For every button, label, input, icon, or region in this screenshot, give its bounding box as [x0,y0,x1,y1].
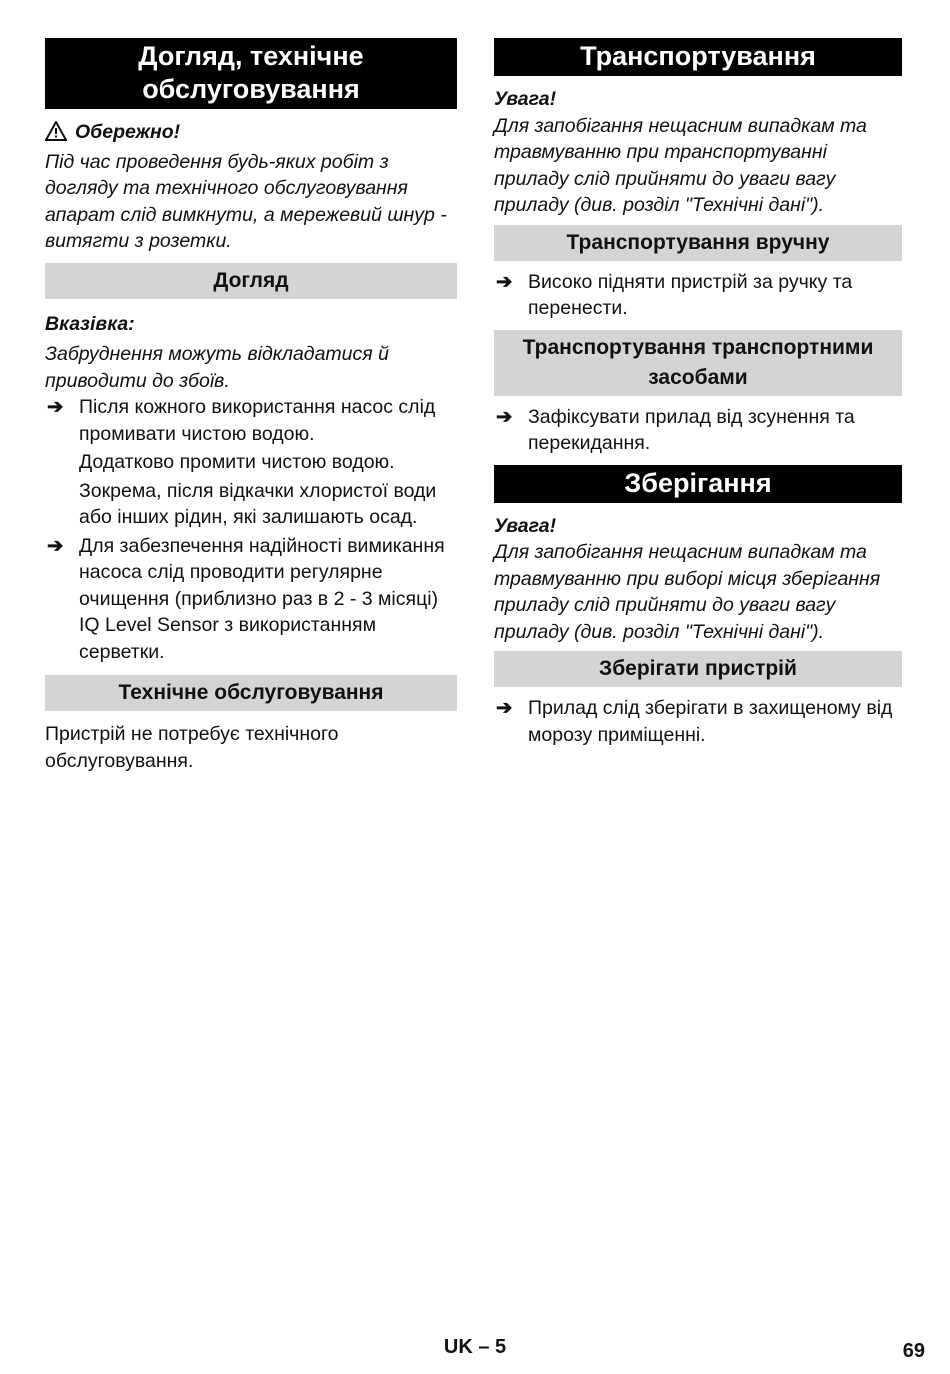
list-item [45,394,457,447]
note-text: Забруднення можуть відкладатися й приводити до збоїв. [45,343,389,392]
bullet-text: Після кожного використання насос слід промивати чистою водою. [79,396,436,445]
note-label: Вказівка: [45,312,135,335]
arrow-right-icon: ➔ [47,534,64,557]
bullet-text: Високо підняти пристрій за ручку та перенести. [528,270,853,319]
maintenance-text: Пристрій не потребує технічного обслуговування. [45,723,339,772]
list-item [494,404,902,457]
caution-label: Обережно! [75,121,181,143]
attention-label: Увага! [494,88,557,110]
list-item [494,695,902,748]
section-heading-storage: Зберігання [494,465,902,503]
list-item [494,269,902,322]
bullet-text: Зафіксувати прилад від зсунення та перекидання. [528,405,855,454]
bullet-extra-text: Додатково промити чистою водою. [79,451,395,473]
arrow-right-icon: ➔ [496,405,513,428]
subheading-care: Догляд [45,263,457,299]
caution-text: Під час проведення будь-яких робіт з догляду та технічного обслуговування апарат слід вимкнути, а мережевий шнур - витягти з розетки. [45,150,447,252]
attention-text: Для запобігання нещасним випадкам та травмуванню при транспортуванні приладу слід прийняти до уваги вагу приладу (див. розділ "Технічні дані"). [494,114,867,216]
left-column [45,38,457,774]
warning-triangle-icon [45,121,67,149]
subheading-manual-transport: Транспортування вручну [494,225,902,261]
bullet-extra-text: Зокрема, після відкачки хлористої води або інших рідин, які залишають осад. [79,479,437,528]
subheading-maintenance: Технічне обслуговування [45,675,457,711]
footer-section-label: UK – 5 [443,1336,507,1358]
arrow-right-icon: ➔ [496,270,513,293]
section-heading-care-maintenance: Догляд, технічне обслуговування [45,38,457,109]
subheading-store-device: Зберігати пристрій [494,651,902,687]
section-heading-transport: Транспортування [494,38,902,76]
subheading-vehicle-transport: Транспортування транспортними засобами [494,330,902,396]
arrow-right-icon: ➔ [47,396,64,418]
bullet-text: Прилад слід зберігати в захищеному від морозу приміщенні. [528,697,893,746]
attention-label: Увага! [494,514,557,537]
arrow-right-icon: ➔ [496,697,513,719]
page-number: 69 [902,1340,925,1362]
right-column [494,38,902,748]
list-item [45,533,457,666]
attention-text: Для запобігання нещасним випадкам та травмуванню при виборі місця зберігання приладу слід прийняти до уваги вагу приладу (див. розділ "Технічні дані"). [494,541,881,643]
caution-label-row [45,119,457,149]
bullet-text: Для забезпечення надійності вимикання насоса слід проводити регулярне очищення (приблизно раз в 2 - 3 місяці) IQ Level Sensor з використанням серветки. [79,534,445,663]
